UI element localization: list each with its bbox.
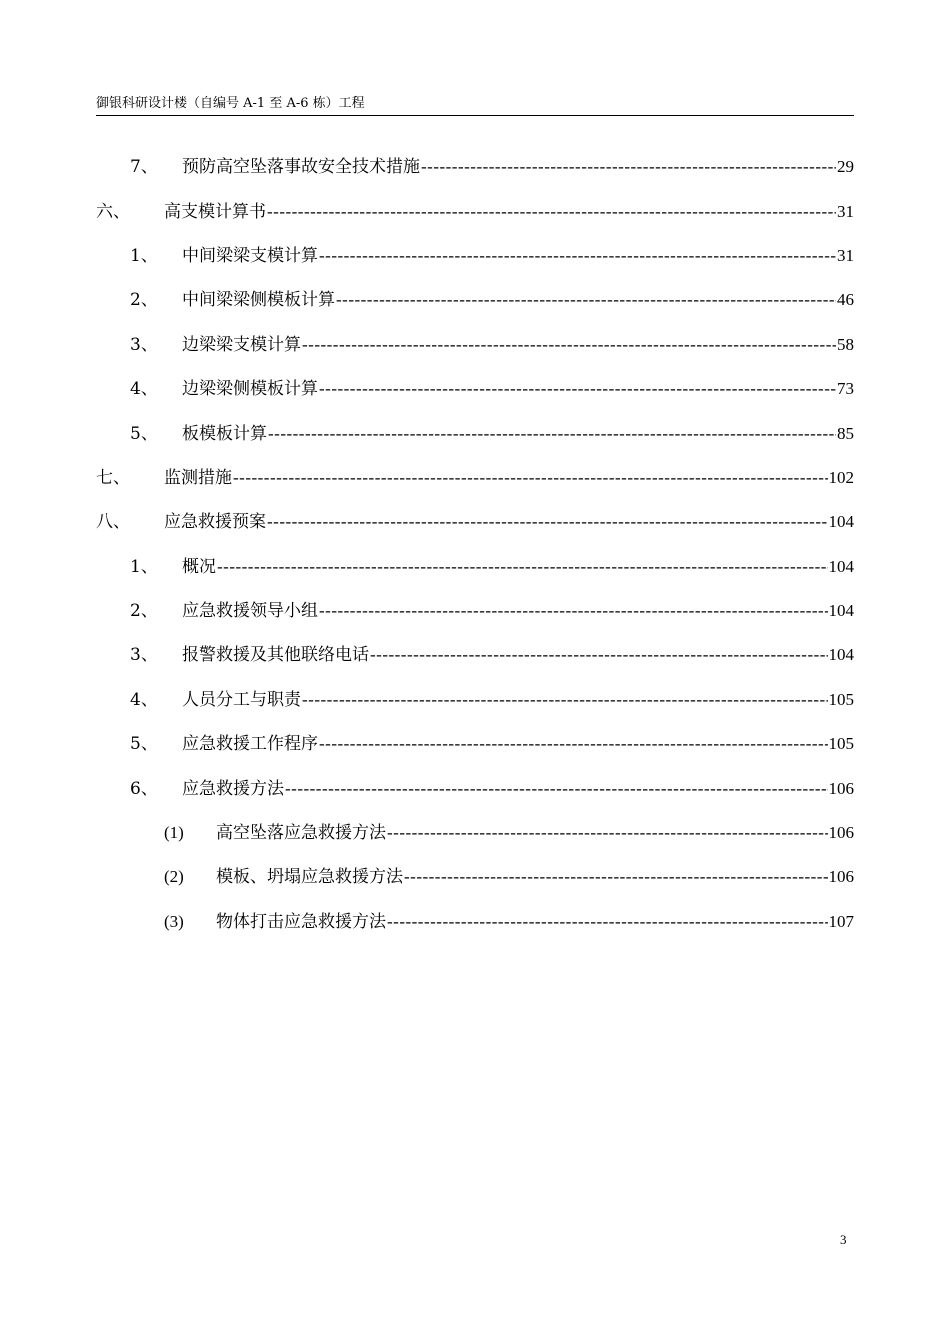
toc-entry-page: 31: [837, 201, 854, 221]
toc-entry[interactable]: [96, 500, 854, 544]
toc-entry-page: 106: [828, 867, 854, 887]
toc-entry-number: 5、: [130, 734, 158, 755]
toc-entry-title: 物体打击应急救援方法: [216, 911, 386, 932]
toc-dot-leader: [319, 601, 828, 621]
toc-entry-title: 监测措施: [164, 467, 232, 488]
toc-entry[interactable]: [96, 545, 854, 589]
toc-entry-page: 104: [828, 512, 854, 532]
toc-dot-leader: [404, 867, 828, 887]
toc-entry-page: 106: [828, 778, 854, 798]
toc-entry-number: 1、: [130, 245, 158, 266]
toc-entry-number: 4、: [130, 689, 158, 710]
toc-entry-number: 5、: [130, 423, 158, 444]
toc-entry-number: 六、: [96, 201, 130, 222]
toc-entry[interactable]: [96, 278, 854, 322]
toc-entry[interactable]: [96, 234, 854, 278]
toc-entry-page: 104: [828, 556, 854, 576]
toc-entry-number: 7、: [130, 157, 158, 178]
toc-entry-number: 七、: [96, 467, 130, 488]
toc-dot-leader: [319, 379, 836, 399]
toc-entry[interactable]: [96, 900, 854, 944]
toc-entry-number: 3、: [130, 645, 158, 666]
toc-dot-leader: [421, 157, 836, 177]
toc-entry-page: 29: [837, 157, 854, 177]
toc-entry-number: 3、: [130, 334, 158, 355]
toc-entry-title: 高空坠落应急救援方法: [216, 823, 386, 844]
toc-entry-number: 1、: [130, 556, 158, 577]
toc-entry-title: 边梁梁支模计算: [182, 334, 301, 355]
toc-entry-number: 2、: [130, 601, 158, 622]
toc-entry-page: 102: [828, 467, 854, 487]
toc-entry-title: 人员分工与职责: [182, 689, 301, 710]
toc-dot-leader: [302, 690, 828, 710]
toc-entry-title: 中间梁梁侧模板计算: [182, 290, 335, 311]
toc-dot-leader: [336, 290, 836, 310]
toc-entry-page: 105: [828, 734, 854, 754]
toc-entry-title: 应急救援预案: [164, 512, 266, 533]
toc-entry-page: 104: [828, 601, 854, 621]
toc-dot-leader: [267, 512, 828, 532]
toc-entry[interactable]: [96, 722, 854, 766]
toc-entry-title: 预防高空坠落事故安全技术措施: [182, 157, 420, 178]
toc-entry-number: 八、: [96, 512, 130, 533]
toc-entry-page: 58: [837, 334, 854, 354]
toc-dot-leader: [268, 424, 836, 444]
page-number: 3: [840, 1232, 847, 1247]
toc-entry-page: 85: [837, 423, 854, 443]
toc-entry-title: 高支模计算书: [164, 201, 266, 222]
toc-dot-leader: [267, 202, 836, 222]
table-of-contents: [96, 145, 854, 944]
toc-entry-title: 报警救援及其他联络电话: [182, 645, 369, 666]
toc-dot-leader: [387, 823, 828, 843]
toc-entry-title: 模板、坍塌应急救援方法: [216, 867, 403, 888]
toc-entry-page: 73: [837, 379, 854, 399]
toc-entry[interactable]: [96, 411, 854, 455]
toc-entry[interactable]: [96, 456, 854, 500]
running-header: [96, 95, 854, 116]
toc-entry-number: (2): [164, 867, 184, 887]
toc-entry[interactable]: [96, 633, 854, 677]
toc-dot-leader: [319, 246, 836, 266]
toc-entry-page: 46: [837, 290, 854, 310]
toc-dot-leader: [285, 779, 828, 799]
toc-entry-number: (3): [164, 911, 184, 931]
toc-entry[interactable]: [96, 323, 854, 367]
toc-entry-title: 边梁梁侧模板计算: [182, 379, 318, 400]
toc-entry-title: 中间梁梁支模计算: [182, 245, 318, 266]
toc-entry[interactable]: [96, 189, 854, 233]
toc-entry[interactable]: [96, 678, 854, 722]
toc-entry-title: 板模板计算: [182, 423, 267, 444]
toc-entry[interactable]: [96, 811, 854, 855]
toc-dot-leader: [370, 645, 828, 665]
toc-entry-number: 4、: [130, 379, 158, 400]
toc-entry-number: 2、: [130, 290, 158, 311]
toc-dot-leader: [217, 557, 828, 577]
toc-dot-leader: [319, 734, 828, 754]
toc-entry-title: 应急救援方法: [182, 778, 284, 799]
toc-entry[interactable]: [96, 766, 854, 810]
toc-entry-title: 概况: [182, 556, 216, 577]
toc-dot-leader: [302, 335, 836, 355]
toc-entry-page: 31: [837, 245, 854, 265]
toc-dot-leader: [387, 912, 828, 932]
toc-entry[interactable]: [96, 855, 854, 899]
toc-entry[interactable]: [96, 367, 854, 411]
header-title: 御银科研设计楼（自编号 A-1 至 A-6 栋）工程: [96, 96, 365, 111]
toc-entry-page: 104: [828, 645, 854, 665]
toc-entry-page: 107: [828, 911, 854, 931]
toc-entry-title: 应急救援工作程序: [182, 734, 318, 755]
toc-entry[interactable]: [96, 589, 854, 633]
toc-entry-page: 105: [828, 689, 854, 709]
toc-entry-title: 应急救援领导小组: [182, 601, 318, 622]
toc-entry-number: (1): [164, 823, 184, 843]
toc-entry[interactable]: [96, 145, 854, 189]
toc-dot-leader: [233, 468, 828, 488]
toc-entry-page: 106: [828, 823, 854, 843]
toc-entry-number: 6、: [130, 778, 158, 799]
